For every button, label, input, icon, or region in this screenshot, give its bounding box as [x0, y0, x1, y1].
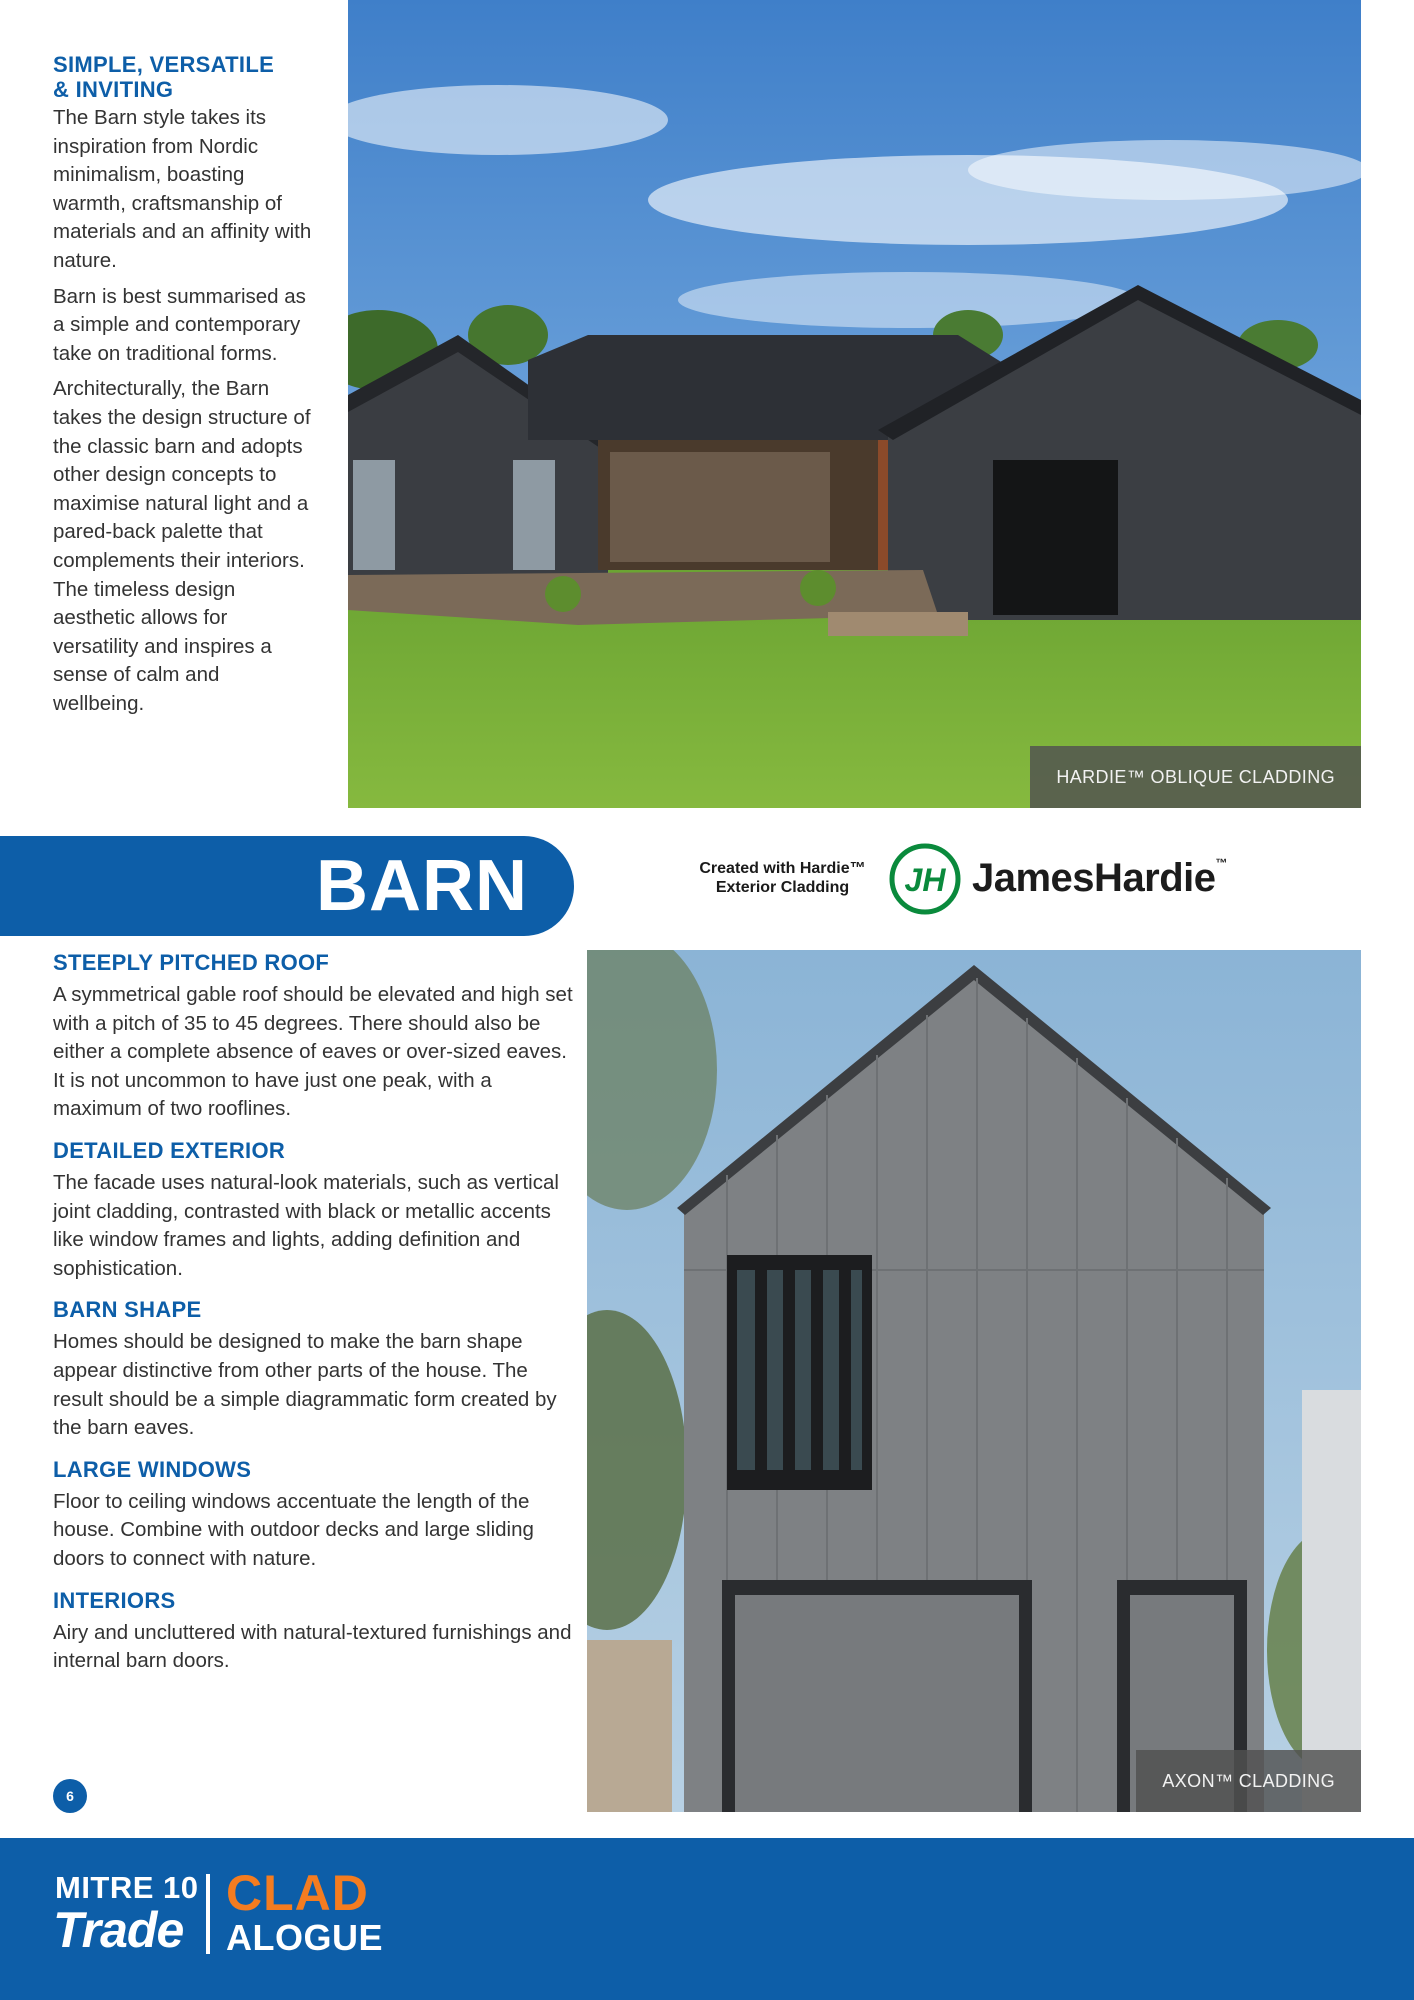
banner-title: BARN [316, 846, 528, 926]
james-hardie-wordmark [972, 853, 1227, 903]
photo1-caption: HARDIE™ OBLIQUE CLADDING [1030, 746, 1361, 808]
feature-heading-shape: BARN SHAPE [53, 1297, 202, 1323]
intro-paragraph-3: Architecturally, the Barn takes the design structure of the classic barn and adopts other design concepts to maximise natural light and a pared-back palette that complements their interiors. The timeless design aesthetic allows for versatility and inspires a sense of calm and wellbeing. [53, 377, 311, 715]
wordmark-tm: ™ [1215, 856, 1228, 870]
trade-logo-text: Trade [53, 1902, 184, 1958]
gable-facade-illustration [587, 950, 1361, 1812]
feature-heading-roof: STEEPLY PITCHED ROOF [53, 950, 330, 975]
feature-body-roof: A symmetrical gable roof should be elevated and high set with a pitch of 35 to 45 degrees. There should also be either a complete absence of eaves or over-sized eaves. It is not uncommon to have just one peak, with a maximum of two rooflines. [53, 983, 573, 1121]
intro-section [53, 52, 313, 725]
intro-paragraph-1: The Barn style takes its inspiration from Nordic minimalism, boasting warmth, craftsmanship of materials and an affinity with nature. [53, 106, 312, 272]
feature-body-interiors: Airy and uncluttered with natural-textured furnishings and internal barn doors. [53, 1620, 572, 1673]
james-hardie-logo-icon [889, 843, 961, 915]
created-line-2: Exterior Cladding [715, 879, 850, 896]
barn-house-photo [348, 0, 1361, 808]
logo-mark-text: JH [904, 862, 946, 898]
footer-divider [206, 1874, 210, 1954]
features-section [53, 950, 573, 1690]
intro-paragraph-2: Barn is best summarised as a simple and contemporary take on traditional forms. [53, 284, 306, 365]
photo2-caption: AXON™ CLADDING [1136, 1750, 1361, 1812]
created-line-1: Created with Hardie™ [699, 860, 866, 877]
feature-body-windows: Floor to ceiling windows accentuate the length of the house. Combine with outdoor decks and large sliding doors to connect with nature. [53, 1489, 534, 1570]
feature-heading-exterior: DETAILED EXTERIOR [53, 1137, 286, 1163]
page-number-badge: 6 [53, 1779, 87, 1813]
gable-facade-photo [587, 950, 1361, 1812]
barn-banner [0, 836, 574, 936]
created-with-text [690, 859, 875, 897]
wordmark-text: JamesHardie [972, 856, 1216, 900]
intro-heading: SIMPLE, VERSATILE & INVITING [53, 52, 275, 102]
feature-heading-interiors: INTERIORS [53, 1587, 176, 1613]
feature-heading-windows: LARGE WINDOWS [53, 1456, 252, 1482]
cladalogue-clad-text: CLAD [226, 1865, 369, 1921]
cladalogue-alogue-text: ALOGUE [226, 1917, 384, 1958]
feature-body-shape: Homes should be designed to make the barn shape appear distinctive from other parts of the house. The result should be a simple diagrammatic form created by the barn eaves. [53, 1330, 557, 1440]
footer-banner [0, 1838, 1414, 2000]
feature-body-exterior: The facade uses natural-look materials, such as vertical joint cladding, contrasted with black or metallic accents like window frames and lights, adding definition and sophistication. [53, 1170, 559, 1280]
mitre10-logo-text: MITRE 10 [55, 1870, 199, 1905]
barn-house-illustration [348, 0, 1361, 808]
